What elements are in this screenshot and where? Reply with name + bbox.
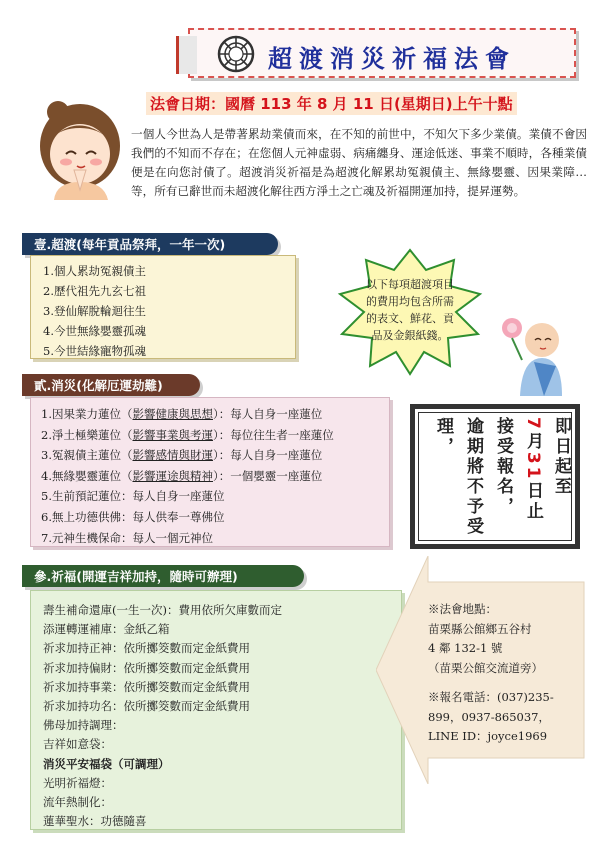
praying-girl-illustration: [28, 98, 128, 200]
item-underline-text: 影響感情與財運: [132, 448, 213, 463]
phone-label: ※報名電話：(037)235-: [428, 690, 554, 704]
section-1-list: [30, 255, 296, 359]
list-item: 祈求加持功名：依所擲筊數而定金紙費用: [43, 699, 250, 714]
list-item: 吉祥如意袋：: [43, 737, 112, 752]
list-item: 添運轉運補庫：金紙乙箱: [43, 622, 170, 637]
list-item: 5.今世結緣寵物孤魂: [43, 344, 146, 358]
phone-numbers: 899，0937-865037，: [428, 709, 551, 724]
list-item: 祈求加持事業：依所擲筊數而定金紙費用: [43, 679, 250, 694]
deadline-col-5: 理，: [433, 417, 453, 457]
deadline-day: 31: [523, 451, 543, 482]
list-item: 蓮華聖水：功德隨喜: [43, 814, 147, 829]
address-line: 苗栗縣公館鄉五谷村: [428, 621, 532, 636]
intro-paragraph: 一個人今世為人是帶著累劫業債而來，在不知的前世中，不知欠下多少業債。業債不會因我們的不知而不存在；在您個人元神虛弱、病痛纏身、運途低迷、事業不順時，各種業債便是在向您討債了。超渡消災祈福是為超渡化解累劫冤親債主、無緣嬰靈、因果業障…等，所有已辭世而未超渡化解往西方淨土之亡魂及祈福開運加持，提昇運勢。: [131, 127, 587, 198]
list-item: 祈求加持偏財：依所擲筊數而定金紙費用: [43, 660, 250, 675]
item-text: 2.淨土極樂蓮位（: [41, 427, 133, 442]
list-item: 光明祈福燈：: [43, 775, 112, 790]
section-1-header: 壹.超渡(每年貢品祭拜，一年一次): [22, 233, 278, 255]
page-title: 超渡消災祈福法會: [268, 45, 516, 73]
location-label: ※法會地點：: [428, 602, 497, 616]
monk-illustration: [500, 306, 564, 396]
item-text: ）：每人自身一座蓮位: [212, 448, 323, 463]
deadline-col-1: 即日起至: [551, 417, 571, 497]
item-text: 1.因果業力蓮位（: [41, 407, 133, 421]
item-text: ）：每位往生者一座蓮位: [212, 427, 334, 442]
section-3-list: [30, 590, 402, 830]
deadline-text: 月: [523, 431, 543, 452]
list-item: [41, 425, 389, 446]
list-item: 3.登仙解脫輪迴往生: [43, 304, 146, 318]
item-text: 5.生前預記蓮位：每人自身一座蓮位: [41, 489, 225, 504]
address-line: （苗栗公館交流道旁）: [428, 660, 543, 675]
address-line: 4 鄰 132-1 號: [428, 641, 503, 655]
ceremony-date: 法會日期：國曆 113 年 8 月 11 日(星期日)上午十點: [146, 92, 517, 115]
list-item: [41, 507, 389, 528]
list-item: [41, 486, 389, 507]
item-text: 6.無上功德供佛：每人供奉一尊佛位: [41, 509, 225, 524]
list-item: 4.今世無緣嬰靈孤魂: [43, 324, 146, 338]
star-note: 以下每項超渡項目的費用均包含所需的表文、鮮花、貢品及金銀紙錢。: [366, 278, 454, 342]
item-text: ）：每人自身一座蓮位: [212, 407, 323, 421]
registration-deadline-box: [410, 404, 580, 549]
item-text: 7.元神生機保命：每人一個元神位: [41, 530, 213, 545]
list-item: 流年熱制化：: [43, 795, 112, 810]
item-text: ）：一個嬰靈一座蓮位: [212, 468, 323, 483]
item-underline-text: 影響事業與考運: [132, 427, 213, 442]
list-item: [41, 466, 389, 487]
deadline-month: 7: [523, 417, 543, 432]
item-text: 3.冤親債主蓮位（: [41, 448, 133, 463]
deadline-col-3: 接受報名，: [493, 417, 513, 517]
section-2-list: [30, 397, 390, 547]
list-item: 祈求加持正神：依所擲筊數而定金紙費用: [43, 641, 250, 656]
list-item: [41, 404, 389, 425]
list-item: 壽生補命還庫(一生一次)：費用依所欠庫數而定: [43, 603, 282, 617]
list-item: 佛母加持調理：: [43, 718, 124, 733]
section-2-header: 貳.消災(化解厄運劫難): [22, 374, 200, 396]
deadline-text: 日止: [523, 481, 543, 522]
dharma-wheel-logo-icon: [216, 34, 256, 74]
section-3-header: 參.祈福(開運吉祥加持，隨時可辦理): [22, 565, 304, 587]
list-item: [41, 528, 389, 549]
list-item: 2.歷代祖先九玄七祖: [43, 284, 146, 298]
list-item: [41, 445, 389, 466]
item-underline-text: 影響健康與思想: [132, 407, 213, 421]
deadline-col-4: 逾期將不予受: [463, 417, 483, 537]
deadline-col-2: [523, 417, 543, 522]
title-banner: [188, 28, 576, 78]
list-item: 消災平安福袋（可調理）: [43, 756, 170, 771]
item-text: 4.無緣嬰靈蓮位（: [41, 468, 133, 483]
line-id: LINE ID：joyce1969: [428, 729, 548, 743]
list-item: 1.個人累劫冤親債主: [43, 264, 146, 278]
item-underline-text: 影響運途與精神: [132, 468, 213, 483]
contact-info: [428, 600, 578, 747]
